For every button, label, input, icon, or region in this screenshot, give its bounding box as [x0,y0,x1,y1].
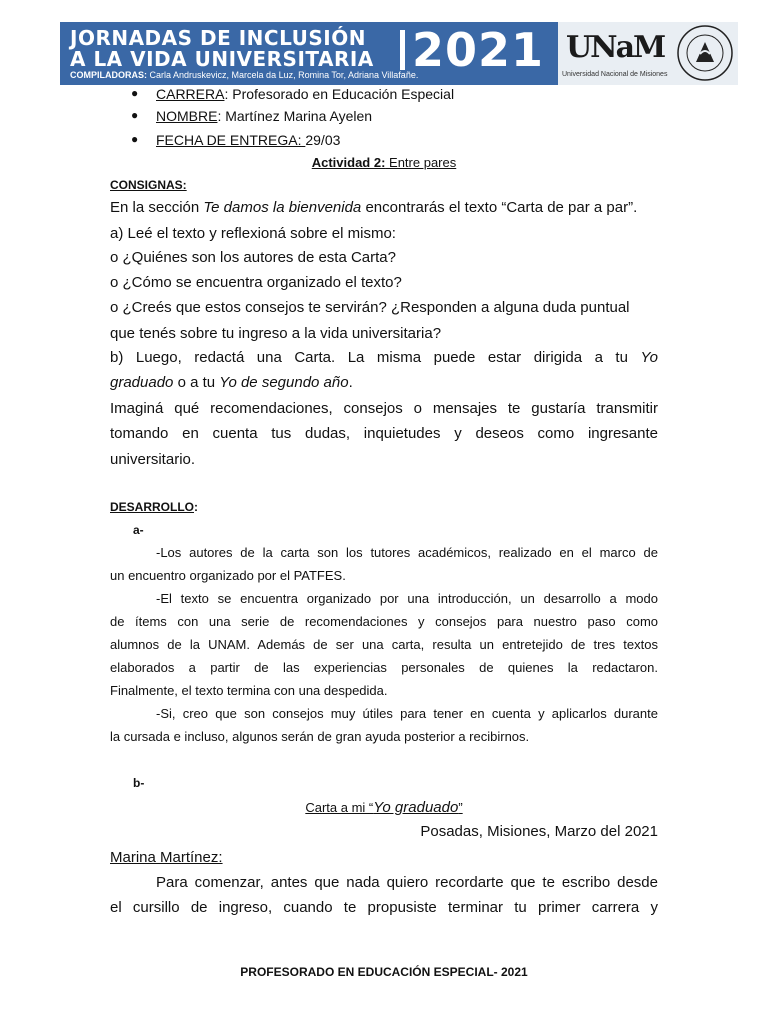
unam-logo: UNaM [566,30,665,65]
desarrollo-a-label: a- [133,523,144,537]
page-footer: PROFESORADO EN EDUCACIÓN ESPECIAL- 2021 [240,965,528,979]
activity-title: Actividad 2: Entre pares [311,155,457,170]
question-3-line2: que tenés sobre tu ingreso a la vida universitaria? [110,325,442,342]
answer-3-line1: -Si, creo que son consejos muy útiles para tener en cuenta y aplicarlos durante [156,706,658,721]
consigna-b-line2: graduado o a tu Yo de segundo año. [110,374,353,391]
letter-body-line1: Para comenzar, antes que nada quiero recordarte que te escribo desde [156,874,658,891]
compilers-names: Carla Andruskevicz, Marcela da Luz, Romina Tor, Adriana Villafañe. [149,70,419,80]
answer-2-line1: -El texto se encuentra organizado por una introducción, un desarrollo a modo [156,591,658,606]
bullet-icon: ● [131,132,139,146]
answer-2-line4: elaborados a partir de las experiencias personales de quienes la redactaron. [110,660,658,675]
letter-body-line2: el cursillo de ingreso, cuando te propusiste terminar tu primer carrera y [110,899,658,916]
imagine-line2: tomando en cuenta tus dudas, inquietudes y deseos como ingresante [110,425,658,442]
info-fecha [156,132,340,148]
banner-title-line2: A LA VIDA UNIVERSITARIA [70,47,374,71]
info-carrera: CARRERA: Profesorado en Educación Especial [156,86,455,102]
unam-logo-caption: Universidad Nacional de Misiones [562,71,668,78]
banner-title-line1: JORNADAS DE INCLUSIÓN [70,26,366,50]
consignas-heading: CONSIGNAS: [110,178,187,192]
consigna-b-line1: b) Luego, redactá una Carta. La misma puede estar dirigida a tu Yo [110,349,659,366]
answer-1-line2: un encuentro organizado por el PATFES. [110,568,346,583]
answer-3-line2: la cursada e incluso, algunos serán de gran ayuda posterior a recibirnos. [110,729,530,744]
letter-recipient: Marina Martínez: [110,849,223,866]
letter-title: Carta a mi “Yo graduado” [305,799,463,816]
answer-2-line2: de ítems con una serie de recomendaciones y consejos para nuestro paso como [110,614,658,629]
info-nombre: NOMBRE: Martínez Marina Ayelen [156,108,373,124]
question-1: o ¿Quiénes son los autores de esta Carta? [110,249,396,266]
compilers-label: COMPILADORAS: [70,70,147,80]
consignas-intro: En la sección Te damos la bienvenida encontrarás el texto “Carta de par a par”. [110,199,638,216]
desarrollo-b-label: b- [133,776,145,790]
info-value: Profesorado en Educación Especial [228,86,455,102]
letter-place-date: Posadas, Misiones, Marzo del 2021 [420,823,658,840]
faculty-seal-icon [676,24,734,82]
banner-year: 2021 [412,23,545,77]
bullet-icon: ● [131,86,139,100]
answer-2-line3: alumnos de la UNAM. Además de ser una carta, resulta un entretejido de tres textos [110,637,658,652]
info-value: 29/03 [305,132,341,148]
info-value: Martínez Marina Ayelen [221,108,373,124]
question-2: o ¿Cómo se encuentra organizado el texto? [110,274,402,291]
imagine-line1: Imaginá qué recomendaciones, consejos o mensajes te gustaría transmitir [110,400,658,417]
consigna-a: a) Leé el texto y reflexioná sobre el mismo: [110,225,396,242]
info-label: NOMBRE [156,108,218,124]
banner-separator [400,30,405,70]
university-logo-area [558,22,738,85]
answer-2-line5: Finalmente, el texto termina con una despedida. [110,683,388,698]
info-label: CARRERA [156,86,225,102]
header-banner [60,22,558,85]
banner-compilers [70,70,418,80]
info-label: FECHA DE ENTREGA: [156,132,302,148]
question-3-line1: o ¿Creés que estos consejos te servirán? ¿Responden a alguna duda puntual [110,299,630,316]
bullet-icon: ● [131,108,139,122]
answer-1-line1: -Los autores de la carta son los tutores académicos, realizado en el marco de [156,545,658,560]
imagine-line3: universitario. [110,451,196,468]
desarrollo-heading: DESARROLLO: [110,500,198,514]
